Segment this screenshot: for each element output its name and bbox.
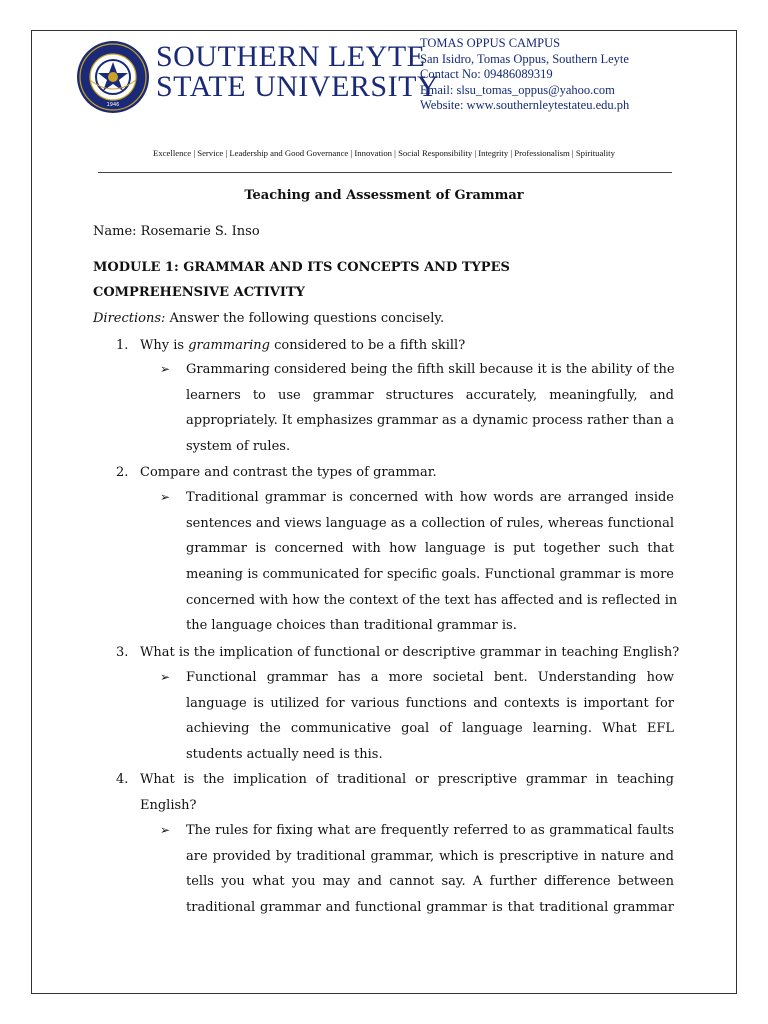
question-4 (116, 767, 674, 818)
answer-line: The rules for fixing what are frequently referred to as grammatical faults (186, 823, 674, 838)
question-text: Compare and contrast the types of grammar. (140, 465, 437, 480)
arrow-bullet-icon: ➢ (160, 823, 171, 837)
student-name (93, 224, 260, 239)
university-logo (76, 36, 440, 122)
question-text-italic: grammaring (188, 338, 270, 353)
answer-line: the language choices than traditional grammar is. (186, 618, 517, 634)
question-number: 1. (116, 338, 129, 353)
arrow-bullet-icon: ➢ (160, 362, 171, 376)
answer-line: tells you what you may and cannot say. A further difference between (186, 874, 674, 890)
document-title: Teaching and Assessment of Grammar (244, 188, 524, 203)
answer-text (186, 357, 674, 460)
answer-line: grammar is concerned with how language is put together such that (186, 541, 674, 557)
question-line: What is the implication of traditional or prescriptive grammar in teaching (140, 772, 674, 787)
answer-line: are provided by traditional grammar, which is prescriptive in nature and (186, 848, 674, 864)
campus-contact: Contact No: 09486089319 (420, 67, 553, 81)
module-heading: MODULE 1: GRAMMAR AND ITS CONCEPTS AND TYPES (93, 260, 510, 275)
question-text-part: considered to be a fifth skill? (269, 338, 466, 353)
question-number: 2. (116, 465, 129, 480)
directions-text: Answer the following questions concisely. (169, 311, 445, 326)
answer-line: appropriately. It emphasizes grammar as a dynamic process rather than a (186, 413, 675, 429)
answer-line: sentences and views language as a collection of rules, whereas functional (186, 515, 674, 531)
answer-line: language is utilized for various functions and contexts is important for (186, 695, 674, 711)
question-text-part: Why is (140, 338, 189, 353)
question-3 (116, 640, 680, 666)
answer-line: concerned with how the context of the text has affected and is reflected in (186, 592, 678, 608)
answer-line: Grammaring considered being the fifth skill because it is the ability of the (186, 362, 675, 377)
answer-line: Functional grammar has a more societal bent. Understanding how (186, 670, 674, 685)
campus-name: TOMAS OPPUS CAMPUS (420, 36, 561, 50)
campus-address: San Isidro, Tomas Oppus, Southern Leyte (420, 51, 629, 66)
name-value: Rosemarie S. Inso (140, 224, 260, 239)
question-number: 4. (116, 772, 129, 787)
campus-info (420, 36, 629, 114)
answer-line: meaning is communicated for specific goals. Functional grammar is more (186, 567, 674, 583)
activity-heading: COMPREHENSIVE ACTIVITY (93, 285, 305, 300)
answer-3 (160, 665, 674, 768)
core-values: Excellence | Service | Leadership and Good Governance | Innovation | Social Responsibility | Integrity | Professionalism | Spirituality (153, 148, 615, 158)
header-divider (98, 172, 672, 173)
answer-text (186, 485, 678, 639)
answer-line: Traditional grammar is concerned with how words are arranged inside (186, 490, 674, 505)
answer-1 (160, 357, 674, 460)
arrow-bullet-icon: ➢ (160, 490, 171, 504)
question-2 (116, 460, 674, 486)
campus-website: Website: www.southernleytestateu.edu.ph (420, 98, 630, 112)
university-name-line2: STATE UNIVERSITY (156, 70, 440, 103)
answer-line: achieving the communicative goal of language learning. What EFL (186, 721, 674, 737)
question-text (140, 767, 674, 818)
answer-line: traditional grammar and functional grammar is that traditional grammar (186, 900, 674, 916)
campus-email: Email: slsu_tomas_oppus@yahoo.com (420, 82, 615, 97)
answer-text (186, 818, 674, 921)
directions-label: Directions: (93, 311, 166, 326)
answer-text (186, 665, 674, 768)
question-1 (116, 333, 674, 359)
answer-line: students actually need is this. (186, 747, 383, 763)
seal-year: 1946 (106, 102, 120, 108)
answer-2 (160, 485, 678, 639)
arrow-bullet-icon: ➢ (160, 670, 171, 684)
answer-line: system of rules. (186, 439, 291, 455)
university-seal-icon (76, 40, 150, 114)
question-number: 3. (116, 645, 129, 660)
answer-line: learners to use grammar structures accurately, meaningfully, and (186, 387, 674, 403)
answer-4 (160, 818, 674, 921)
question-text: What is the implication of functional or descriptive grammar in teaching English? (140, 645, 680, 660)
directions (93, 311, 444, 326)
name-label: Name: (93, 224, 137, 239)
university-name (156, 42, 439, 102)
question-line: English? (140, 797, 197, 813)
question-text (140, 333, 674, 359)
university-name-line1: SOUTHERN LEYTE (156, 40, 426, 73)
